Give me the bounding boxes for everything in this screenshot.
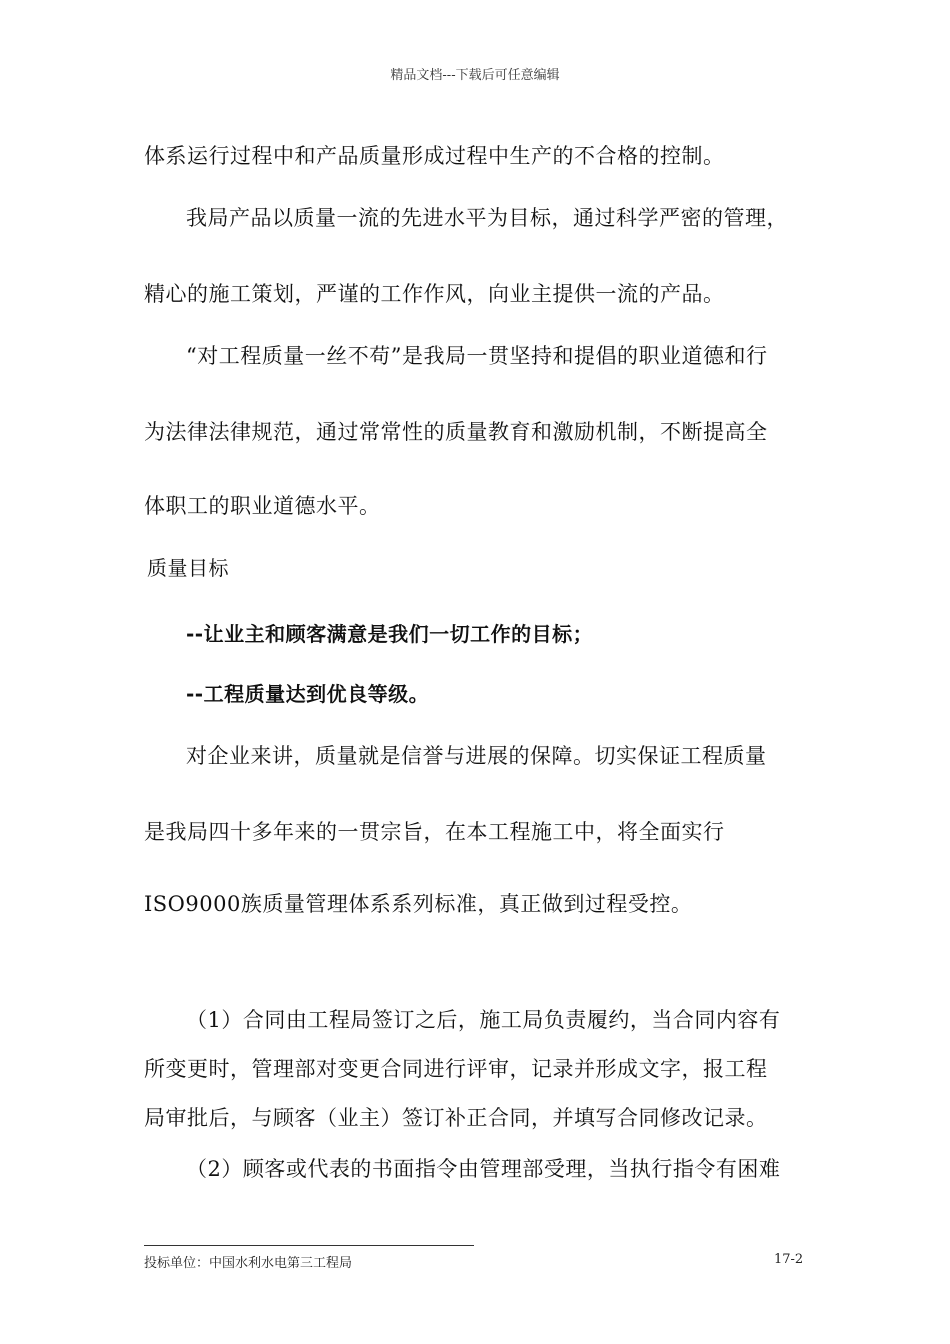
paragraph-line: 我局产品以质量一流的先进水平为目标，通过科学严密的管理， xyxy=(186,206,788,230)
footer-bidder: 投标单位：中国水利水电第三工程局 xyxy=(144,1256,353,1271)
paragraph-line: 精心的施工策划，严谨的工作作风，向业主提供一流的产品。 xyxy=(144,282,725,306)
paragraph-line: 为法律法律规范，通过常常性的质量教育和激励机制，不断提高全 xyxy=(144,420,768,444)
paragraph-line: 体系运行过程中和产品质量形成过程中生产的不合格的控制。 xyxy=(144,144,725,168)
paragraph-line: （2）顾客或代表的书面指令由管理部受理，当执行指令有困难 xyxy=(186,1157,781,1181)
paragraph-line: 所变更时，管理部对变更合同进行评审，记录并形成文字，报工程 xyxy=(144,1057,768,1081)
paragraph-line: ISO9000族质量管理体系系列标准，真正做到过程受控。 xyxy=(144,892,693,916)
paragraph-line: （1）合同由工程局签订之后，施工局负责履约，当合同内容有 xyxy=(186,1008,781,1032)
page-number: 17-2 xyxy=(774,1252,804,1267)
goal-item: --让业主和顾客满意是我们一切工作的目标； xyxy=(186,622,594,646)
paragraph-line: “对工程质量一丝不苟”是我局一贯坚持和提倡的职业道德和行 xyxy=(186,344,768,368)
paragraph-line: 体职工的职业道德水平。 xyxy=(144,494,381,518)
paragraph-line: 是我局四十多年来的一贯宗旨，在本工程施工中，将全面实行 xyxy=(144,820,725,844)
section-heading: 质量目标 xyxy=(147,556,229,580)
page-header: 精品文档---下载后可任意编辑 xyxy=(390,68,560,83)
paragraph-line: 局审批后，与顾客（业主）签订补正合同，并填写合同修改记录。 xyxy=(144,1106,768,1130)
footer-divider xyxy=(144,1245,474,1246)
goal-item: --工程质量达到优良等级。 xyxy=(186,682,430,706)
paragraph-line: 对企业来讲，质量就是信誉与进展的保障。切实保证工程质量 xyxy=(186,744,767,768)
